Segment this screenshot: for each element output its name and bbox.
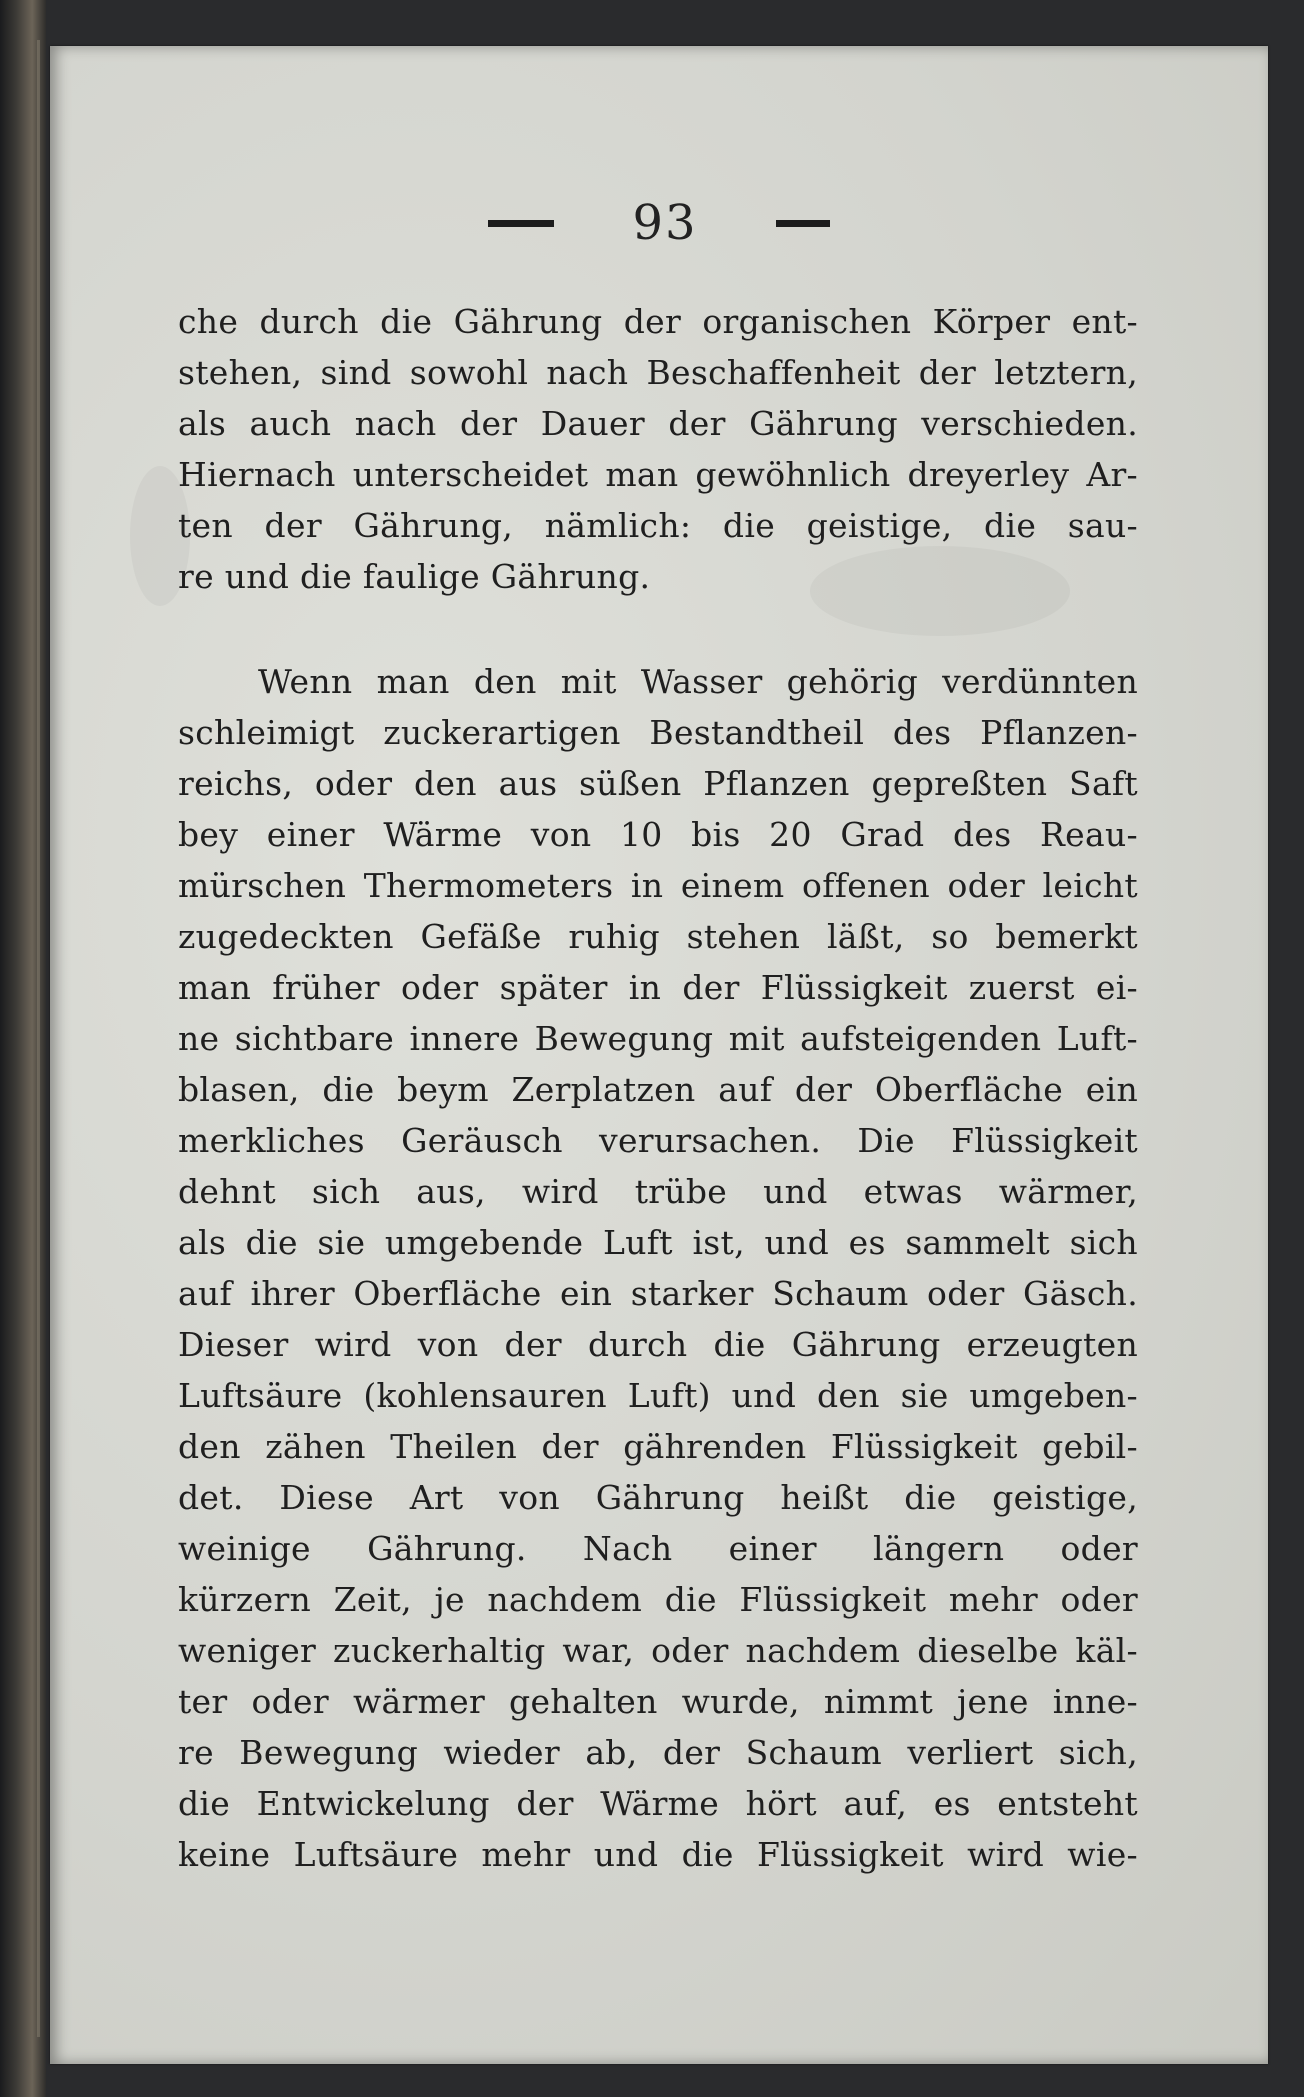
text-line: schleimigt zuckerartigen Bestandtheil des Pflanzen- bbox=[178, 713, 1138, 752]
header-dash-left bbox=[488, 220, 554, 227]
text-line: stehen, sind sowohl nach Beschaffenheit der letztern, bbox=[178, 353, 1138, 392]
text-line: als auch nach der Dauer der Gährung verschieden. bbox=[178, 404, 1138, 443]
text-line: re und die faulige Gährung. bbox=[178, 557, 651, 596]
text-line: ter oder wärmer gehalten wurde, nimmt jene inne- bbox=[178, 1682, 1138, 1721]
text-line: keine Luftsäure mehr und die Flüssigkeit wird wie- bbox=[178, 1835, 1138, 1874]
text-line: merkliches Geräusch verursachen. Die Flüssigkeit bbox=[178, 1121, 1138, 1160]
page-header bbox=[50, 188, 1268, 258]
header-dash-right bbox=[776, 220, 830, 227]
paragraph-2 bbox=[178, 656, 1138, 1880]
text-line: Hiernach unterscheidet man gewöhnlich dreyerley Ar- bbox=[178, 455, 1138, 494]
page-number: 93 bbox=[632, 195, 698, 251]
paragraph-1 bbox=[178, 296, 1138, 602]
text-line: weniger zuckerhaltig war, oder nachdem dieselbe käl- bbox=[178, 1631, 1138, 1670]
text-line: die Entwickelung der Wärme hört auf, es entsteht bbox=[178, 1784, 1138, 1823]
text-line: kürzern Zeit, je nachdem die Flüssigkeit mehr oder bbox=[178, 1580, 1138, 1619]
text-line: Dieser wird von der durch die Gährung erzeugten bbox=[178, 1325, 1138, 1364]
text-line: zugedeckten Gefäße ruhig stehen läßt, so bemerkt bbox=[178, 917, 1138, 956]
text-line: reichs, oder den aus süßen Pflanzen gepreßten Saft bbox=[178, 764, 1138, 803]
text-line: den zähen Theilen der gährenden Flüssigkeit gebil- bbox=[178, 1427, 1138, 1466]
book-spine bbox=[0, 0, 46, 2097]
text-line: ten der Gährung, nämlich: die geistige, die sau- bbox=[178, 506, 1138, 545]
text-line: weinige Gährung. Nach einer längern oder bbox=[178, 1529, 1138, 1568]
text-line: Wenn man den mit Wasser gehörig verdünnten bbox=[258, 662, 1138, 701]
text-line: che durch die Gährung der organischen Körper ent- bbox=[178, 302, 1138, 341]
text-line: mürschen Thermometers in einem offenen oder leicht bbox=[178, 866, 1138, 905]
text-line: man früher oder später in der Flüssigkeit zuerst ei- bbox=[178, 968, 1138, 1007]
text-line: det. Diese Art von Gährung heißt die geistige, bbox=[178, 1478, 1138, 1517]
text-line: dehnt sich aus, wird trübe und etwas wärmer, bbox=[178, 1172, 1138, 1211]
text-line: blasen, die beym Zerplatzen auf der Oberfläche ein bbox=[178, 1070, 1138, 1109]
book-page bbox=[50, 46, 1268, 2064]
text-line: auf ihrer Oberfläche ein starker Schaum oder Gäsch. bbox=[178, 1274, 1138, 1313]
text-line: ne sichtbare innere Bewegung mit aufsteigenden Luft- bbox=[178, 1019, 1138, 1058]
text-line: re Bewegung wieder ab, der Schaum verliert sich, bbox=[178, 1733, 1138, 1772]
text-line: Luftsäure (kohlensauren Luft) und den sie umgeben- bbox=[178, 1376, 1138, 1415]
text-line: als die sie umgebende Luft ist, und es sammelt sich bbox=[178, 1223, 1138, 1262]
text-line: bey einer Wärme von 10 bis 20 Grad des Reau- bbox=[178, 815, 1138, 854]
